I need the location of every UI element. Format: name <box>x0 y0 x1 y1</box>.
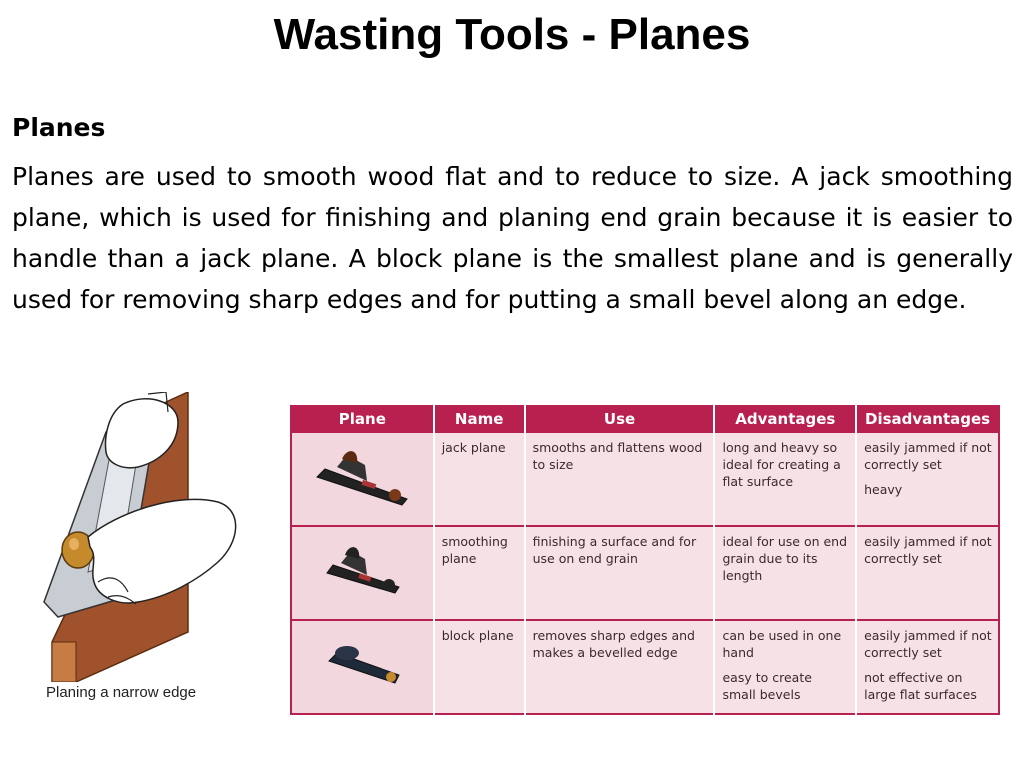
plane-name: block plane <box>434 620 525 714</box>
illustration-caption: Planing a narrow edge <box>46 684 197 701</box>
header-plane: Plane <box>291 406 434 432</box>
disadvantage-text: easily jammed if not correctly set <box>864 440 992 472</box>
plane-disadvantages <box>856 526 999 620</box>
plane-disadvantages <box>856 432 999 526</box>
disadvantage-text: easily jammed if not correctly set <box>864 628 992 660</box>
plane-disadvantages <box>856 620 999 714</box>
plane-name: jack plane <box>434 432 525 526</box>
jack-plane-image <box>307 437 417 517</box>
advantage-text: ideal for use on end grain due to its length <box>722 534 848 583</box>
table-header-row <box>291 406 999 432</box>
plane-advantages <box>714 526 856 620</box>
disadvantage-text: not effective on large flat surfaces <box>864 670 977 702</box>
block-plane-image <box>307 625 417 705</box>
plane-use: finishing a surface and for use on end grain <box>525 526 715 620</box>
page-title: Wasting Tools - Planes <box>273 10 751 59</box>
plane-advantages <box>714 620 856 714</box>
advantage-text: easy to create small bevels <box>722 670 812 702</box>
plane-advantages <box>714 432 856 526</box>
header-name: Name <box>434 406 525 432</box>
plane-image-cell <box>291 432 434 526</box>
disadvantage-text: easily jammed if not correctly set <box>864 534 992 566</box>
header-use: Use <box>525 406 715 432</box>
table-row <box>291 526 999 620</box>
advantage-text: can be used in one hand <box>722 628 842 660</box>
planes-table <box>290 405 1000 715</box>
header-advantages: Advantages <box>714 406 856 432</box>
plane-use: smooths and flattens wood to size <box>525 432 715 526</box>
plane-name: smoothing plane <box>434 526 525 620</box>
plane-image-cell <box>291 620 434 714</box>
smoothing-plane-image <box>307 531 417 611</box>
planing-illustration <box>28 392 248 682</box>
disadvantage-text: heavy <box>864 482 903 497</box>
header-disadvantages: Disadvantages <box>856 406 999 432</box>
body-paragraph: Planes are used to smooth wood flat and to reduce to size. A jack smoothing plane, which is used for finishing and planing end grain because it is easier to handle than a jack plane. A block plane is the smallest plane and is generally used for removing sharp edges and for putting a small bevel along an edge. <box>12 162 1013 314</box>
plane-use: removes sharp edges and makes a bevelled edge <box>525 620 715 714</box>
plane-image-cell <box>291 526 434 620</box>
advantage-text: long and heavy so ideal for creating a flat surface <box>722 440 841 489</box>
table-row <box>291 620 999 714</box>
table-row <box>291 432 999 526</box>
section-heading: Planes <box>12 113 106 142</box>
